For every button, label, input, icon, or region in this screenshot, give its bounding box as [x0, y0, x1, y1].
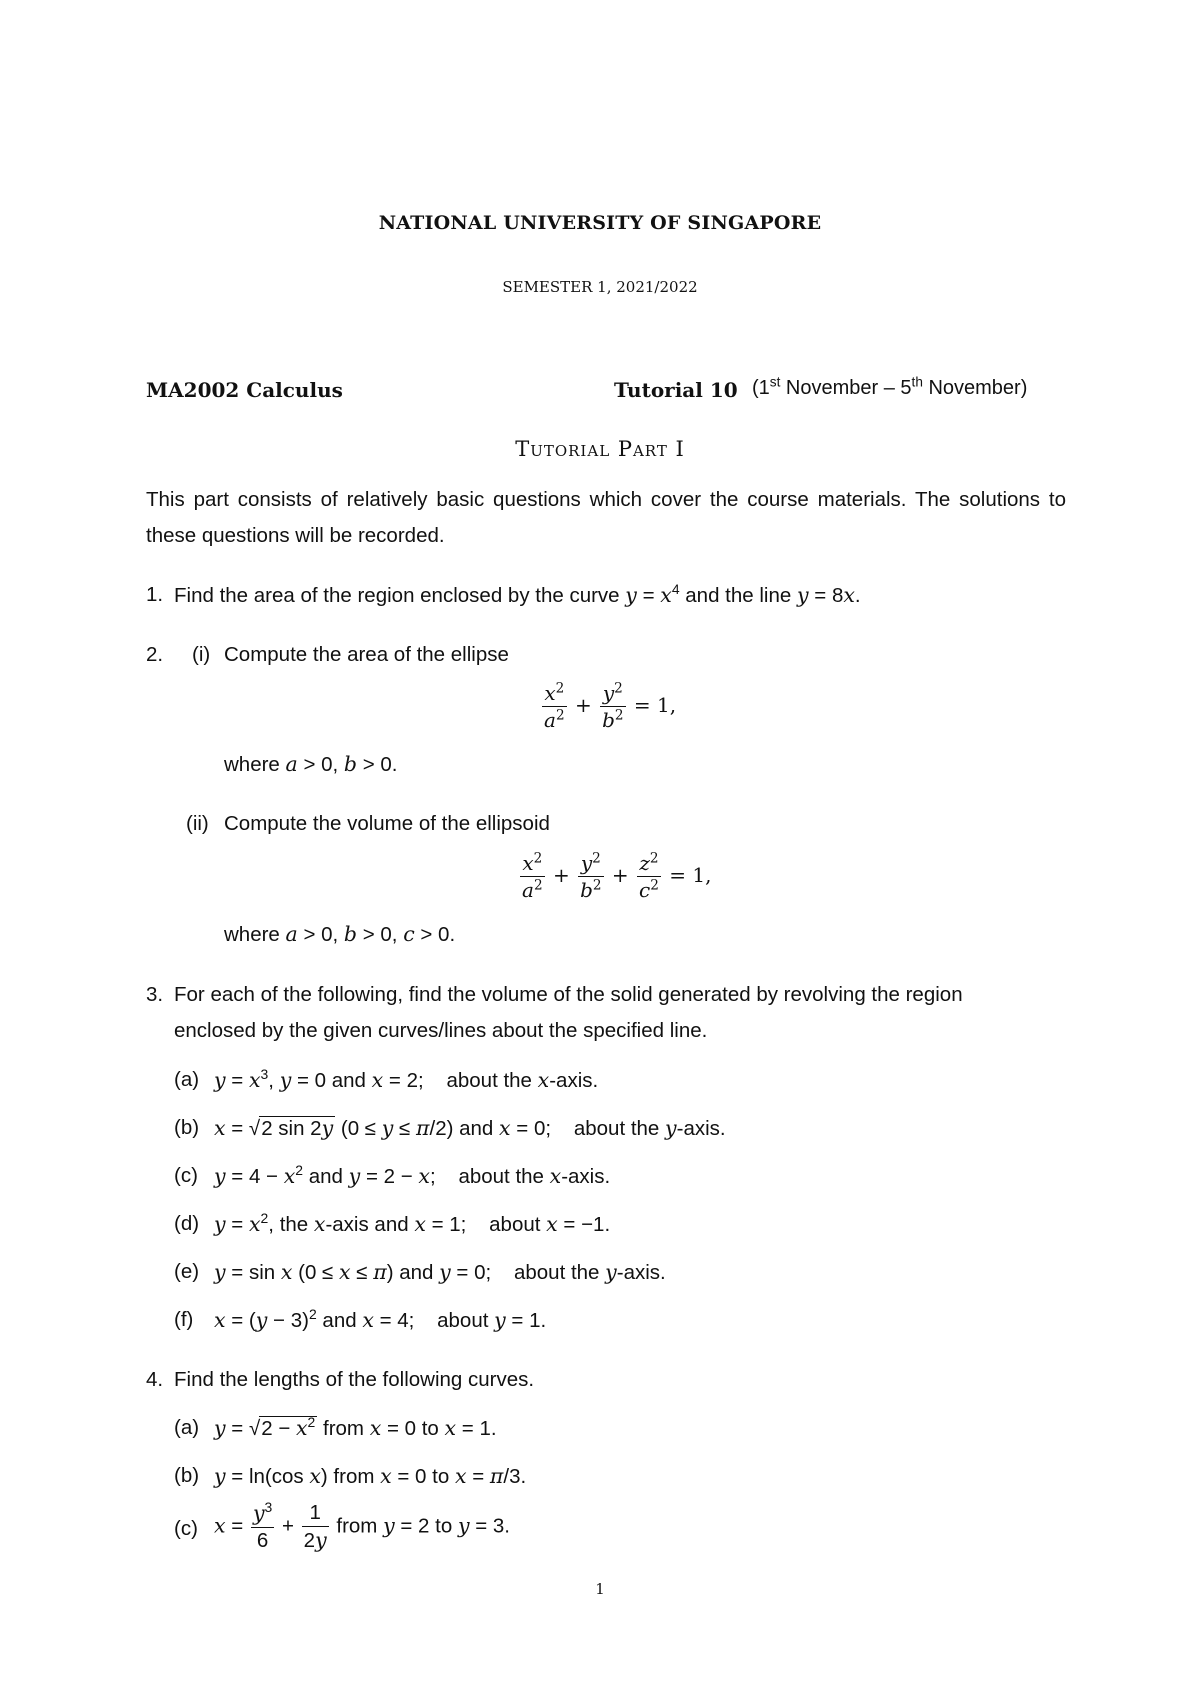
- tutorial-number: Tutorial 10: [614, 378, 738, 402]
- question-3a-text: $y = x^3$, y = 0 and x = 2; about the x-axis.: [214, 1066, 599, 1092]
- page-number: 1: [595, 1580, 605, 1598]
- question-3-number: 3.: [146, 983, 164, 1006]
- question-3d-text: $y = x^2$, the x-axis and x = 1; about x = −1.: [214, 1210, 611, 1236]
- question-4b-label: (b): [174, 1464, 200, 1487]
- intro-paragraph: This part consists of relatively basic questions which cover the course materials. The solutions to these questions will be recorded.: [146, 488, 1066, 547]
- university-name: NATIONAL UNIVERSITY OF SINGAPORE: [378, 212, 822, 234]
- question-2-i-where: where a > 0, b > 0.: [224, 752, 398, 776]
- question-4-text: Find the lengths of the following curves.: [174, 1368, 535, 1391]
- question-3e-text: y = sin x (0 ≤ x ≤ π) and y = 0; about the y-axis.: [214, 1260, 666, 1284]
- question-1-number: 1.: [146, 583, 164, 606]
- question-3f-text: $x = (y - 3)^2$ and x = 4; about y = 1.: [214, 1306, 547, 1332]
- question-2-ii-text: Compute the volume of the ellipsoid: [224, 812, 550, 835]
- question-4a-label: (a): [174, 1416, 200, 1439]
- question-3e-label: (e): [174, 1260, 200, 1283]
- question-2-i-text: Compute the area of the ellipse: [224, 643, 509, 666]
- question-3b-label: (b): [174, 1116, 200, 1139]
- question-2-ii-label: (ii): [186, 812, 209, 835]
- question-4c-label: (c): [174, 1517, 198, 1540]
- question-4-number: 4.: [146, 1368, 164, 1391]
- question-3-text-line1: For each of the following, find the volume of the solid generated by revolving the region: [174, 983, 963, 1006]
- question-2-number: 2.: [146, 643, 164, 666]
- question-4a-text: $y = √2 - x^2$ from x = 0 to x = 1.: [214, 1414, 497, 1440]
- question-2-i-label: (i): [192, 643, 211, 666]
- question-3c-label: (c): [174, 1164, 198, 1187]
- question-3b-text: x = √2 sin 2y (0 ≤ y ≤ π/2) and x = 0; about the y-axis.: [214, 1116, 726, 1140]
- question-2-ii-where: where a > 0, b > 0, c > 0.: [224, 922, 456, 946]
- question-1-text: Find the area of the region enclosed by the curve $y = x^4$ and the line y = 8x.: [174, 581, 861, 607]
- question-3c-text: $y = 4 - x^2$ and y = 2 − x; about the x-axis.: [214, 1162, 611, 1188]
- ellipsoid-equation: $\frac{x^2}{a^2}$ + $\frac{y^2}{b^2}$ + $\frac{z^2}{c^2}$ = 1,: [522, 850, 712, 902]
- part-title: Tutorial Part I: [515, 437, 685, 461]
- course-title: MA2002 Calculus: [146, 378, 343, 402]
- tutorial-dates: (1st November – 5th November): [752, 374, 1028, 399]
- question-4b-text: y = ln(cos x) from x = 0 to x = π/3.: [214, 1464, 527, 1488]
- question-3f-label: (f): [174, 1308, 194, 1331]
- semester-label: SEMESTER 1, 2021/2022: [502, 278, 698, 296]
- question-3d-label: (d): [174, 1212, 200, 1235]
- ellipse-equation: $\frac{x^2}{a^2}$ + $\frac{y^2}{b^2}$ = 1,: [544, 680, 677, 732]
- question-4c-text: x = $\frac{y^3}{6}$ + $\frac{1}{2y}$ from y = 2 to y = 3.: [214, 1499, 510, 1552]
- question-3-text-line2: enclosed by the given curves/lines about the specified line.: [174, 1019, 708, 1042]
- question-3a-label: (a): [174, 1068, 200, 1091]
